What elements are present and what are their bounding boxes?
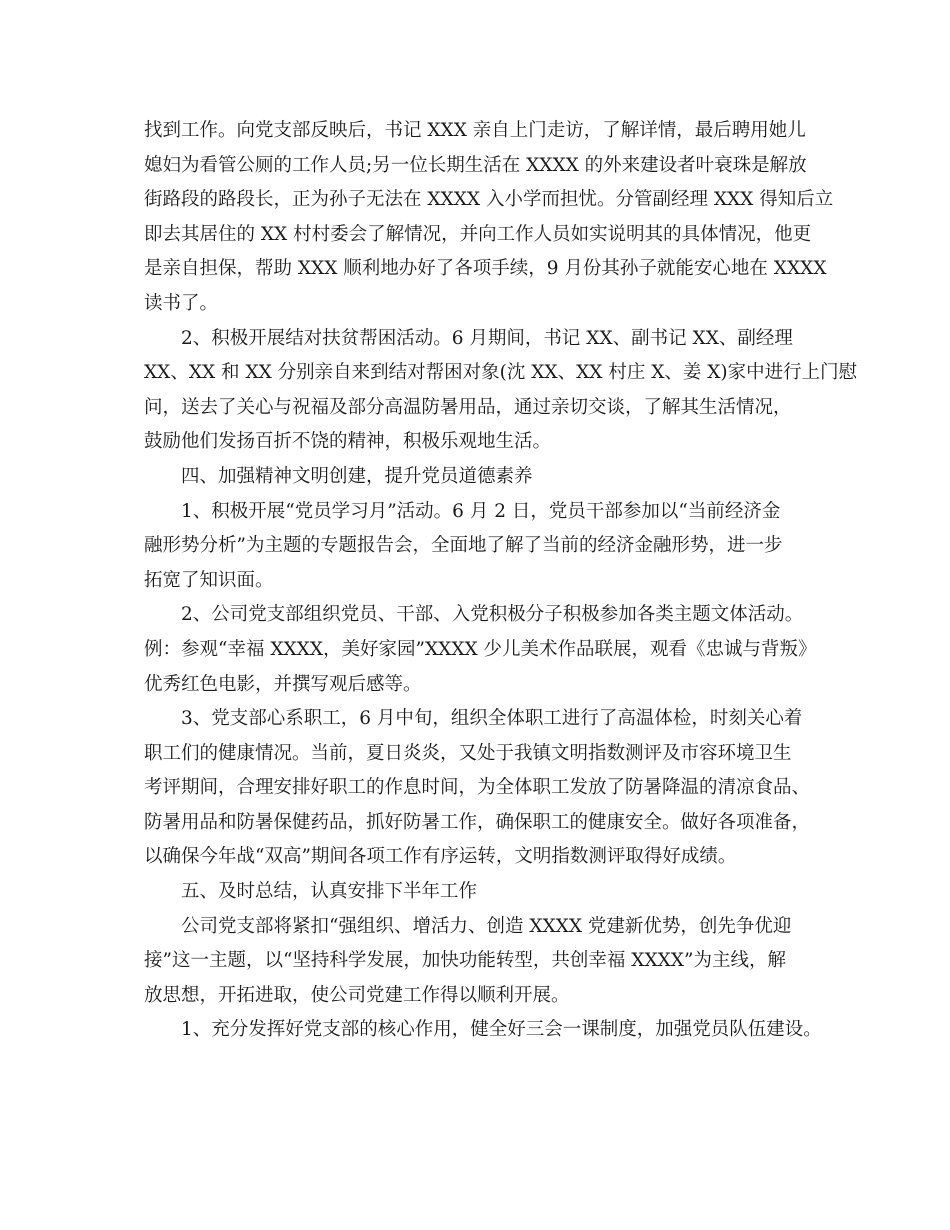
paragraph-line: 放思想，开拓进取，使公司党建工作得以顺利开展。: [144, 984, 570, 1006]
paragraph-line: 问，送去了关心与祝福及部分高温防暑用品，通过亲切交谈，了解其生活情况，: [144, 396, 792, 418]
paragraph-line: 是亲自担保，帮助 XXX 顺利地办好了各项手续，9 月份其孙子就能安心地在 XXXX: [144, 258, 827, 280]
paragraph-first-line: 3、党支部心系职工，6 月中旬，组织全体职工进行了高温体检，时刻关心着: [181, 708, 803, 730]
paragraph-line: 以确保今年战“双高”期间各项工作有序运转，文明指数测评取得好成绩。: [144, 846, 737, 868]
paragraph-line: 鼓励他们发扬百折不饶的精神，积极乐观地生活。: [144, 431, 552, 453]
paragraph-line: 拓宽了知识面。: [144, 569, 274, 591]
paragraph-first-line: 1、积极开展“党员学习月”活动。6 月 2 日，党员干部参加以“当前经济金: [181, 500, 781, 522]
paragraph-line: 接”这一主题，以“坚持科学发展，加快功能转型，共创幸福 XXXX”为主线，解: [144, 950, 786, 972]
paragraph-first-line: 1、充分发挥好党支部的核心作用，健全好三会一课制度，加强党员队伍建设。: [181, 1019, 822, 1041]
paragraph-line: 职工们的健康情况。当前，夏日炎炎，又处于我镇文明指数测评及市容环境卫生: [144, 742, 792, 764]
paragraph-line: 找到工作。向党支部反映后，书记 XXX 亲自上门走访，了解详情，最后聘用她儿: [144, 120, 806, 141]
paragraph-first-line: 五、及时总结，认真安排下半年工作: [181, 881, 478, 903]
paragraph-first-line: 四、加强精神文明创建，提升党员道德素养: [181, 465, 533, 487]
paragraph-line: 考评期间，合理安排好职工的作息时间，为全体职工发放了防暑降温的清凉食品、: [144, 777, 811, 799]
paragraph-line: 融形势分析”为主题的专题报告会，全面地了解了当前的经济金融形势，进一步: [144, 535, 783, 557]
paragraph-first-line: 2、公司党支部组织党员、干部、入党积极分子积极参加各类主题文体活动。: [181, 604, 804, 626]
paragraph-line: 街路段的路段长，正为孙子无法在 XXXX 入小学而担忧。分管副经理 XXX 得知后立: [144, 189, 834, 211]
paragraph-first-line: 公司党支部将紧扣“强组织、增活力、创造 XXXX 党建新优势，创先争优迎: [181, 915, 792, 937]
paragraph-line: 优秀红色电影，并撰写观后感等。: [144, 673, 422, 695]
paragraph-first-line: 2、积极开展结对扶贫帮困活动。6 月期间，书记 XX、副书记 XX、副经理: [181, 327, 793, 349]
paragraph-line: 读书了。: [144, 292, 219, 314]
paragraph-line: 媳妇为看管公厕的工作人员;另一位长期生活在 XXXX 的外来建设者叶衰珠是解放: [144, 154, 807, 176]
paragraph-line: 例：参观“幸福 XXXX，美好家园”XXXX 少儿美术作品联展，观看《忠诚与背叛》: [144, 638, 817, 660]
paragraph-line: 防暑用品和防暑保健药品，抓好防暑工作，确保职工的健康安全。做好各项准备，: [144, 811, 811, 833]
paragraph-line: 即去其居住的 XX 村村委会了解情况，并向工作人员如实说明其的具体情况，他更: [144, 223, 812, 245]
paragraph-line: XX、XX 和 XX 分别亲自来到结对帮困对象(沈 XX、XX 村庄 X、姜 X)家中进行上门慰: [144, 362, 858, 384]
document-body: [144, 114, 858, 1048]
